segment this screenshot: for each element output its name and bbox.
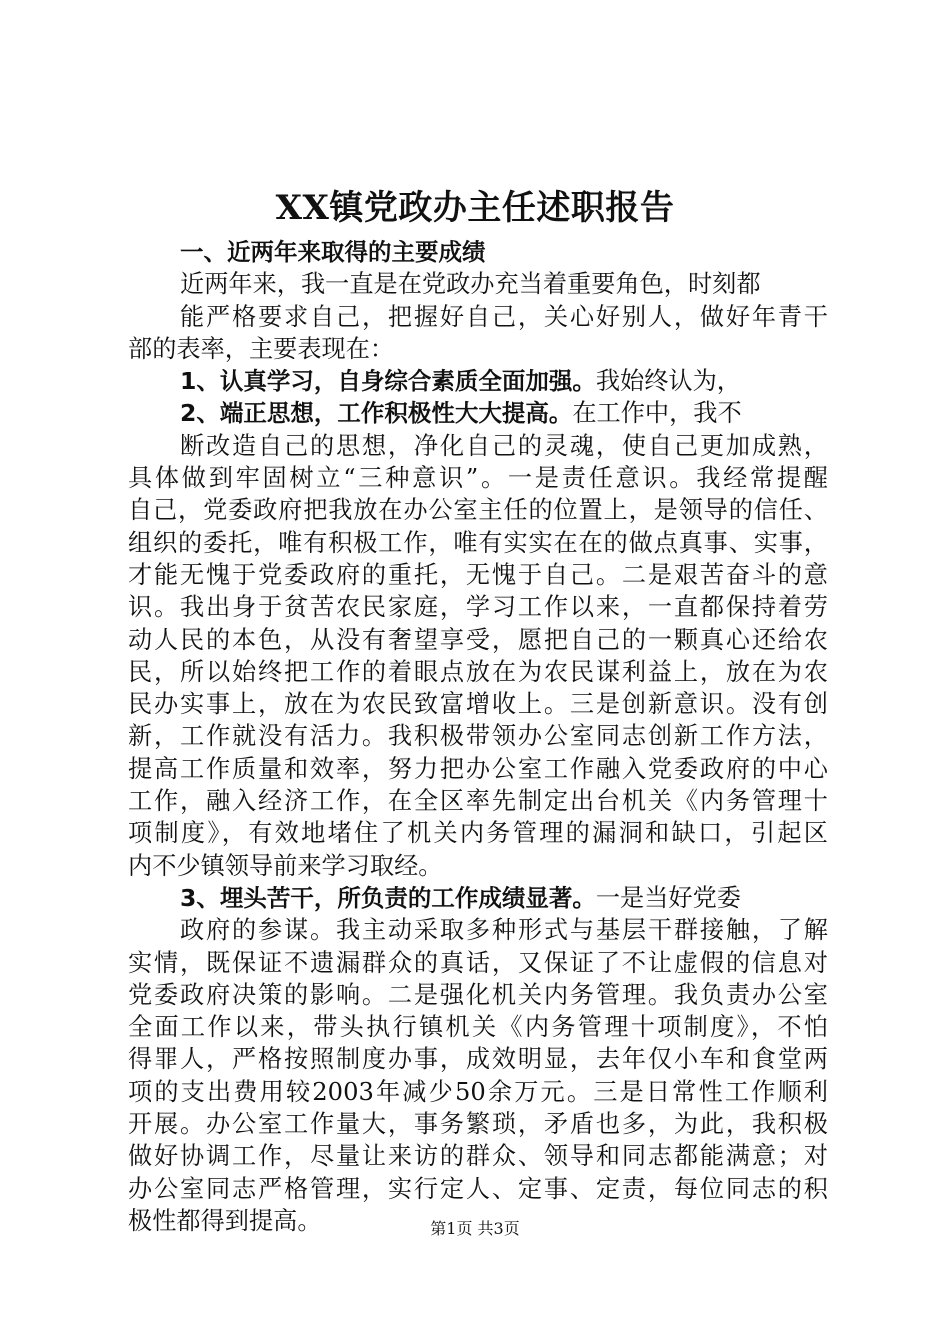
text-line: 项的支出费用较2003年减少50余万元。三是日常性工作顺利 [128,1077,828,1106]
text-line: 才能无愧于党委政府的重托，无愧于自己。二是艰苦奋斗的意 [128,560,828,589]
point-3-heading: 3、埋头苦干，所负责的工作成绩显著。 [180,883,596,912]
text-line: 得罪人，严格按照制度办事，成效明显，去年仅小车和食堂两 [128,1045,828,1074]
text-line: 做好协调工作，尽量让来访的群众、领导和同志都能满意；对 [128,1142,828,1171]
point-1-line [128,365,828,397]
point-3-line [128,882,828,914]
text-line: 近两年来，我一直是在党政办充当着重要角色，时刻都 [180,270,761,299]
point-2-heading: 2、端正思想，工作积极性大大提高。 [180,399,573,428]
text-line: 项制度》，有效地堵住了机关内务管理的漏洞和缺口，引起区 [128,819,828,848]
document-title: XX镇党政办主任述职报告 [275,188,675,228]
page-footer: 第1页 共3页 [430,1219,520,1238]
point-3-text: 一是当好党委 [595,883,741,912]
text-line: 实情，既保证不遗漏群众的真话，又保证了不让虚假的信息对 [128,948,828,977]
point-1-heading: 1、认真学习，自身综合素质全面加强。 [180,367,596,396]
text-line: 部的表率，主要表现在： [128,334,395,363]
section-heading: 一、近两年来取得的主要成绩 [180,238,486,266]
text-line: 民，所以始终把工作的着眼点放在为农民谋利益上，放在为农 [128,657,828,686]
text-line: 党委政府决策的影响。二是强化机关内务管理。我负责办公室 [128,980,828,1009]
point-2-line [128,397,828,429]
text-line: 政府的参谋。我主动采取多种形式与基层干群接触，了解 [180,916,828,945]
text-line: 自己，党委政府把我放在办公室主任的位置上，是领导的信任、 [128,496,828,525]
text-line: 动人民的本色，从没有奢望享受，愿把自己的一颗真心还给农 [128,625,828,654]
text-line: 新，工作就没有活力。我积极带领办公室同志创新工作方法， [128,722,828,751]
text-line: 极性都得到提高。 [128,1206,322,1235]
text-line: 提高工作质量和效率，努力把办公室工作融入党委政府的中心 [128,754,828,783]
text-line: 断改造自己的思想，净化自己的灵魂，使自己更加成熟， [180,431,828,460]
text-line: 民办实事上，放在为农民致富增收上。三是创新意识。没有创 [128,690,828,719]
point-2-text: 在工作中，我不 [572,399,742,428]
text-line: 组织的委托，唯有积极工作，唯有实实在在的做点真事、实事， [128,528,828,557]
text-line: 办公室同志严格管理，实行定人、定事、定责，每位同志的积 [128,1174,828,1203]
document-body [128,236,828,1237]
text-line: 开展。办公室工作量大，事务繁琐，矛盾也多，为此，我积极 [128,1110,828,1139]
text-line: 全面工作以来，带头执行镇机关《内务管理十项制度》，不怕 [128,1013,828,1042]
text-line: 具体做到牢固树立“三种意识”。一是责任意识。我经常提醒 [128,464,828,493]
text-line: 识。我出身于贫苦农民家庭，学习工作以来，一直都保持着劳 [128,593,828,622]
text-line: 能严格要求自己，把握好自己，关心好别人，做好年青干 [180,302,828,331]
point-1-text: 我始终认为， [595,367,741,396]
text-line: 工作，融入经济工作，在全区率先制定出台机关《内务管理十 [128,787,828,816]
text-line: 内不少镇领导前来学习取经。 [128,851,443,880]
